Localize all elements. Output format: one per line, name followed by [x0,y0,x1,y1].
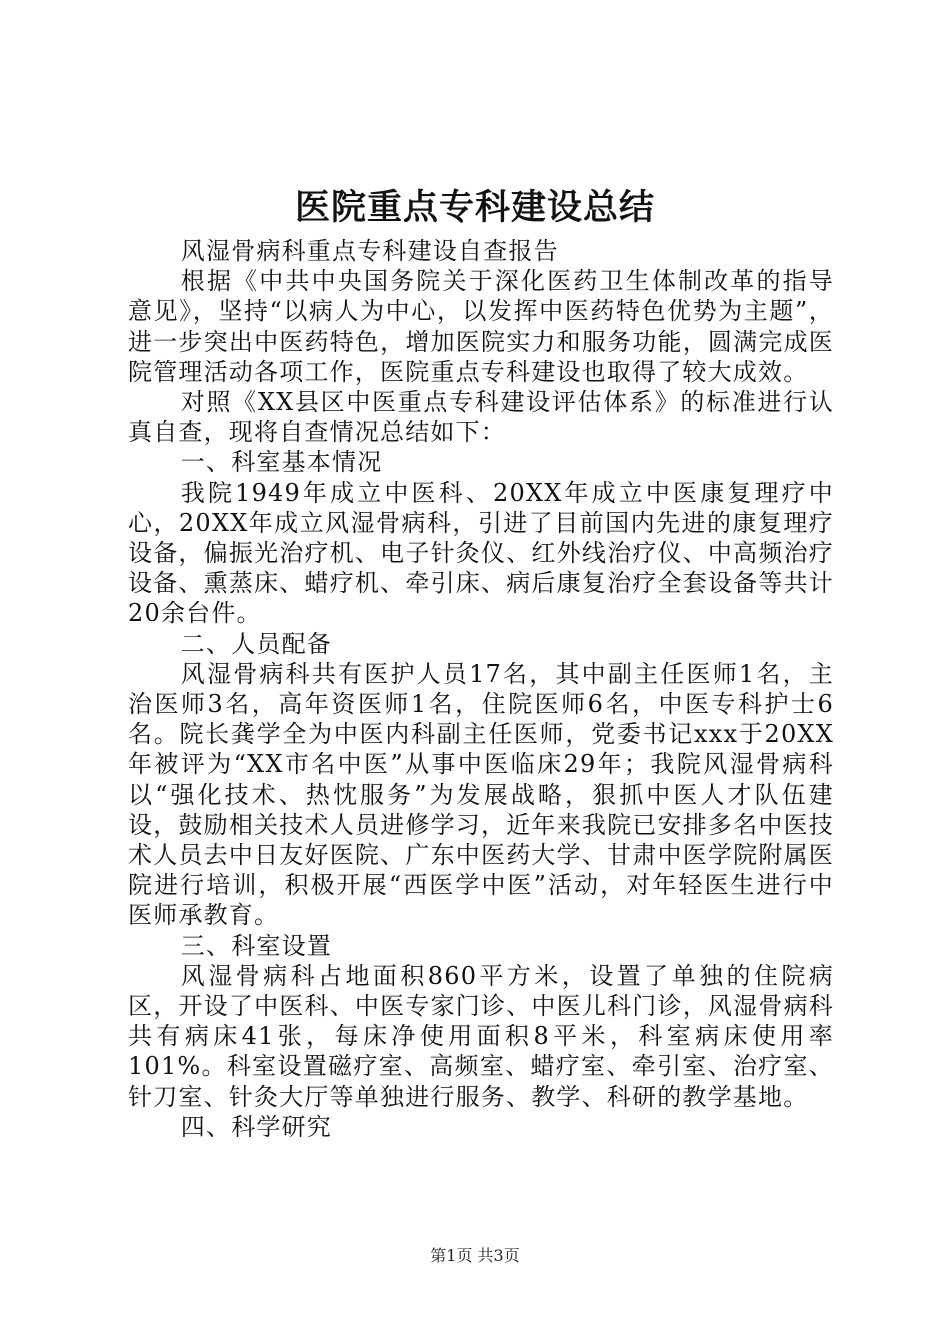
page-number-footer: 第1页 共3页 [430,1246,520,1265]
section-heading-department-setup: 三、科室设置 [180,931,332,960]
report-subtitle: 风湿骨病科重点专科建设自查报告 [180,237,559,265]
document-title: 医院重点专科建设总结 [294,187,655,228]
paragraph-staffing: 风湿骨病科共有医护人员17名，其中副主任医师1名，主治医师3名，高年资医师1名，住院医师6名，中医专科护士6名。院长龚学全为中医内科副主任医师，党委书记xxx于20XX年被评为“XX市名中医”从事中医临床29年；我院风湿骨病科以“强化技术、热忱服务”为发展战略，狠抓中医人才队伍建设，鼓励相关技术人员进修学习，近年来我院已安排多名中医技术人员去中日友好医院、广东中医药大学、甘肃中医学院附属医院进行培训，积极开展“西医学中医”活动，对年轻医生进行中医师承教育。 [128,659,834,930]
document-body [128,236,834,1142]
paragraph-department-setup: 风湿骨病科占地面积860平方米，设置了单独的住院病区，开设了中医科、中医专家门诊、中医儿科门诊，风湿骨病科共有病床41张，每床净使用面积8平米，科室病床使用率101%。科室设置磁疗室、高频室、蜡疗室、牵引室、治疗室、针刀室、针灸大厅等单独进行服务、教学、科研的教学基地。 [128,961,834,1111]
section-heading-research: 四、科学研究 [180,1112,332,1141]
paragraph-intro: 根据《中共中央国务院关于深化医药卫生体制改革的指导意见》，坚持“以病人为中心，以发挥中医药特色优势为主题”，进一步突出中医药特色，增加医院实力和服务功能，圆满完成医院管理活动各项工作，医院重点专科建设也取得了较大成效。 [128,267,834,386]
section-heading-staffing: 二、人员配备 [180,629,332,658]
paragraph-self-check: 对照《XX县区中医重点专科建设评估体系》的标准进行认真自查，现将自查情况总结如下： [128,388,834,447]
paragraph-basic-info: 我院1949年成立中医科、20XX年成立中医康复理疗中心，20XX年成立风湿骨病科，引进了目前国内先进的康复理疗设备，偏振光治疗机、电子针灸仪、红外线治疗仪、中高频治疗设备、熏蒸床、蜡疗机、牵引床、病后康复治疗全套设备等共计20余台件。 [128,478,834,628]
section-heading-basic-info: 一、科室基本情况 [180,448,383,477]
